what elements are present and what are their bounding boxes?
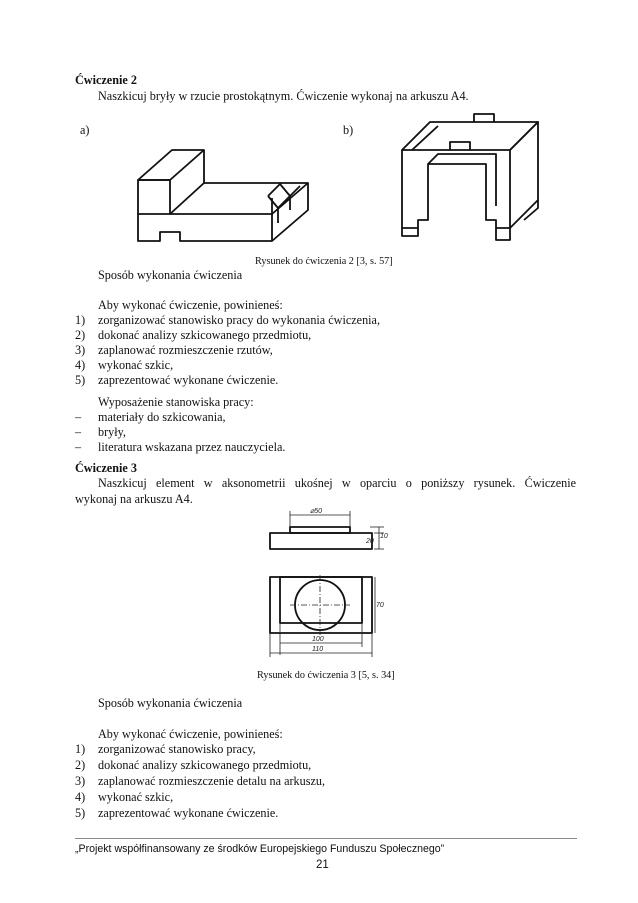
dim-110-label: 110 <box>312 646 324 653</box>
ex2-equipment-title: Wyposażenie stanowiska pracy: <box>98 395 254 409</box>
ex2-step-4-number: 4) <box>75 358 86 372</box>
ex2-step-1: zorganizować stanowisko pracy do wykonania ćwiczenia, <box>98 313 381 327</box>
figure-b-solid <box>388 108 558 248</box>
ex2-step-5-number: 5) <box>75 373 86 387</box>
dim-10-label: 10 <box>380 533 388 540</box>
ex3-heading: Ćwiczenie 3 <box>75 461 137 475</box>
ex2-equipment-3-bullet: – <box>75 440 82 454</box>
ex2-method-title: Sposób wykonania ćwiczenia <box>98 268 243 282</box>
ex2-equipment-1-bullet: – <box>75 410 82 424</box>
ex2-equipment-1: materiały do szkicowania, <box>98 410 226 424</box>
dim-100-label: 100 <box>312 636 324 643</box>
dim-70-label: 70 <box>376 602 384 609</box>
ex2-step-3-number: 3) <box>75 343 86 357</box>
ex3-step-1-number: 1) <box>75 742 86 756</box>
ex2-step-1-number: 1) <box>75 313 86 327</box>
dim-20-label: 20 <box>366 538 374 545</box>
ex2-intro: Naszkicuj bryły w rzucie prostokątnym. Ćwiczenie wykonaj na arkuszu A4. <box>98 89 469 103</box>
figure-label-b: b) <box>343 123 354 137</box>
ex3-step-4-number: 4) <box>75 790 86 804</box>
ex2-step-5: zaprezentować wykonane ćwiczenie. <box>98 373 279 387</box>
dim-phi50-label: ⌀50 <box>310 508 323 515</box>
ex2-step-2-number: 2) <box>75 328 86 342</box>
ex2-heading: Ćwiczenie 2 <box>75 73 137 87</box>
ex3-step-3-number: 3) <box>75 774 86 788</box>
footer-divider <box>75 838 577 839</box>
ex2-step-4: wykonać szkic, <box>98 358 174 372</box>
page-number: 21 <box>316 859 329 871</box>
ex3-figure-caption: Rysunek do ćwiczenia 3 [5, s. 34] <box>257 670 395 681</box>
figure-a-solid <box>130 128 330 253</box>
ex2-equipment-2-bullet: – <box>75 425 82 439</box>
ex3-intro-line2: wykonaj na arkuszu A4. <box>75 492 193 506</box>
ex2-equipment-3: literatura wskazana przez nauczyciela. <box>98 440 286 454</box>
ex2-steps-intro: Aby wykonać ćwiczenie, powinieneś: <box>98 298 283 312</box>
ex3-step-5: zaprezentować wykonane ćwiczenie. <box>98 806 279 820</box>
ex2-step-3: zaplanować rozmieszczenie rzutów, <box>98 343 273 357</box>
ex3-intro-line1: Naszkicuj element w aksonometrii ukośnej w oparciu o poniższy rysunek. Ćwiczenie <box>98 476 576 490</box>
ex3-step-5-number: 5) <box>75 806 86 820</box>
figure-label-a: a) <box>80 123 90 137</box>
ex2-figure-caption: Rysunek do ćwiczenia 2 [3, s. 57] <box>255 256 393 267</box>
footer-project-note: „Projekt współfinansowany ze środków Europejskiego Funduszu Społecznego” <box>75 843 445 855</box>
ex3-method-title: Sposób wykonania ćwiczenia <box>98 696 243 710</box>
ex3-step-2-number: 2) <box>75 758 86 772</box>
ex3-step-2: dokonać analizy szkicowanego przedmiotu, <box>98 758 312 772</box>
ex3-steps-intro: Aby wykonać ćwiczenie, powinieneś: <box>98 727 283 741</box>
ex3-step-1: zorganizować stanowisko pracy, <box>98 742 256 756</box>
ex2-equipment-2: bryły, <box>98 425 126 439</box>
ex2-step-2: dokonać analizy szkicowanego przedmiotu, <box>98 328 312 342</box>
ex3-technical-drawing <box>262 505 387 665</box>
ex3-step-4: wykonać szkic, <box>98 790 174 804</box>
ex3-step-3: zaplanować rozmieszczenie detalu na arkuszu, <box>98 774 326 788</box>
